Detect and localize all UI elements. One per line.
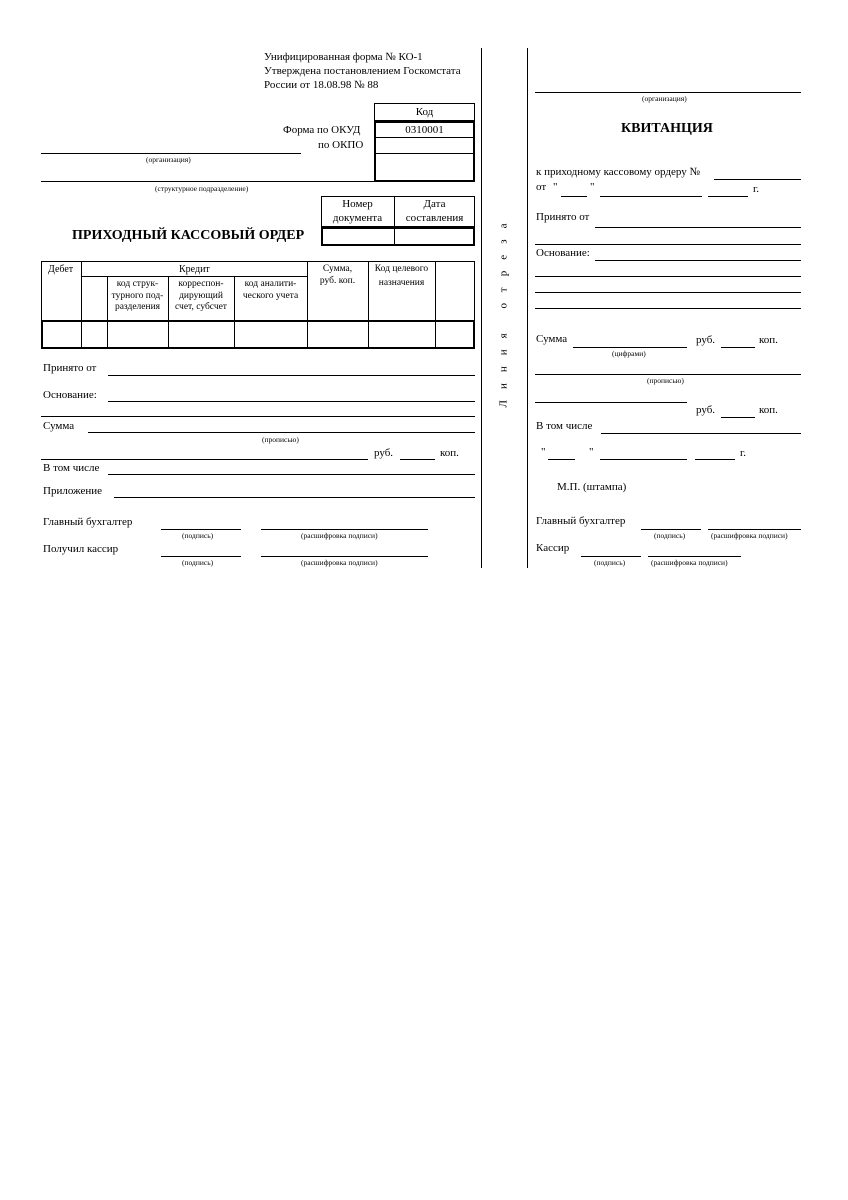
- sum-words-field[interactable]: [88, 432, 475, 433]
- subdivision-caption: (структурное подразделение): [155, 184, 249, 193]
- chief-accountant-decode[interactable]: [261, 529, 428, 530]
- corresponding-account-header: корреспон- дирующий счет, субсчет: [175, 279, 227, 312]
- document-title: ПРИХОДНЫЙ КАССОВЫЙ ОРДЕР: [72, 228, 305, 243]
- receipt-rub-label: руб.: [696, 334, 716, 346]
- receipt-date-year-label: г.: [740, 447, 747, 459]
- receipt-signature-caption: (подпись): [654, 531, 686, 540]
- doc-number-header-2: документа: [332, 212, 383, 224]
- including-label: В том числе: [43, 462, 100, 474]
- sum-words-caption: (прописью): [262, 435, 299, 444]
- sum-label: Сумма: [43, 420, 75, 432]
- receipt-sum-label: Сумма: [536, 333, 568, 345]
- receipt-kop-field[interactable]: [721, 347, 755, 348]
- cashier-signature-caption: (подпись): [182, 558, 214, 567]
- receipt-basis-label: Основание:: [536, 247, 590, 259]
- cashier-signature[interactable]: [161, 556, 241, 557]
- receipt-org-caption: (организация): [642, 94, 687, 103]
- receipt-including-label: В том числе: [536, 420, 593, 432]
- cut-line-text: Линия отреза: [497, 212, 510, 408]
- doc-date-input[interactable]: [396, 229, 473, 244]
- chief-accountant-label: Главный бухгалтер: [43, 516, 133, 528]
- sum-header: Сумма, руб. коп.: [319, 264, 356, 286]
- okpo-label: по ОКПО: [318, 139, 364, 151]
- receipt-chief-decode[interactable]: [708, 529, 801, 530]
- received-from-field[interactable]: [108, 375, 475, 376]
- okud-value[interactable]: 0310001: [405, 124, 444, 136]
- receipt-year-label: г.: [753, 183, 760, 195]
- subdivision-field[interactable]: [41, 181, 374, 182]
- receipt-quote-open: ": [553, 181, 558, 193]
- cut-line-left: [481, 48, 482, 568]
- signature-caption: (подпись): [182, 531, 214, 540]
- doc-number-header: Номер: [342, 198, 373, 210]
- organization-field[interactable]: [41, 153, 301, 154]
- receipt-order-number-field[interactable]: [714, 179, 801, 180]
- receipt-basis-field-2[interactable]: [535, 276, 801, 277]
- receipt-date-month-field[interactable]: [600, 459, 687, 460]
- accounting-table-row[interactable]: [41, 320, 475, 349]
- receipt-decode-caption: (расшифровка подписи): [711, 531, 788, 540]
- receipt-cashier-decode-caption: (расшифровка подписи): [651, 558, 728, 567]
- receipt-sum-words-field-2[interactable]: [535, 402, 687, 403]
- receipt-date-quote-open: ": [541, 446, 546, 458]
- chief-accountant-signature[interactable]: [161, 529, 241, 530]
- approval-line: Утверждена постановлением Госкомстата: [264, 65, 461, 77]
- doc-date-header: Дата: [423, 198, 446, 210]
- receipt-basis-field-4[interactable]: [535, 308, 801, 309]
- debit-header: Дебет: [48, 264, 74, 275]
- basis-label: Основание:: [43, 389, 97, 401]
- receipt-from-label: от: [536, 181, 547, 193]
- receipt-kop-label-2: коп.: [759, 404, 778, 416]
- cashier-received-label: Получил кассир: [43, 543, 119, 555]
- receipt-basis-field-3[interactable]: [535, 292, 801, 293]
- kop-label: коп.: [440, 447, 459, 459]
- receipt-received-from-field-2[interactable]: [535, 244, 801, 245]
- sum-words-field-2[interactable]: [41, 459, 368, 460]
- code-header-label: Код: [415, 106, 434, 118]
- receipt-cashier-signature-caption: (подпись): [594, 558, 626, 567]
- doc-number-input[interactable]: [323, 229, 393, 244]
- receipt-chief-accountant-label: Главный бухгалтер: [536, 515, 626, 527]
- receipt-kop-field-2[interactable]: [721, 417, 755, 418]
- receipt-sum-words-field[interactable]: [535, 374, 801, 375]
- approval-date-line: России от 18.08.98 № 88: [264, 79, 379, 91]
- analytic-code-header: код аналити- ческого учета: [242, 279, 299, 301]
- purpose-code-header: Код целевого назначения: [374, 264, 429, 288]
- received-from-label: Принято от: [43, 362, 97, 374]
- receipt-title: КВИТАНЦИЯ: [621, 121, 713, 136]
- receipt-basis-field[interactable]: [595, 260, 801, 261]
- rub-label: руб.: [374, 447, 394, 459]
- receipt-cashier-decode[interactable]: [648, 556, 741, 557]
- receipt-date-day-field[interactable]: [548, 459, 575, 460]
- receipt-received-from-field[interactable]: [595, 227, 801, 228]
- signature-decode-caption: (расшифровка подписи): [301, 531, 378, 540]
- receipt-sum-digits-field[interactable]: [573, 347, 687, 348]
- receipt-kop-label: коп.: [759, 334, 778, 346]
- receipt-quote-close: ": [590, 181, 595, 193]
- receipt-organization-field[interactable]: [535, 92, 801, 93]
- credit-header: Кредит: [179, 264, 210, 275]
- okud-label: Форма по ОКУД: [283, 124, 361, 136]
- attachment-label: Приложение: [43, 485, 103, 497]
- receipt-year-field[interactable]: [708, 196, 748, 197]
- doc-date-header-2: составления: [405, 212, 464, 224]
- kop-field[interactable]: [400, 459, 435, 460]
- receipt-rub-label-2: руб.: [696, 404, 716, 416]
- basis-field-2[interactable]: [41, 416, 475, 417]
- cashier-decode-caption: (расшифровка подписи): [301, 558, 378, 567]
- receipt-including-field[interactable]: [601, 433, 801, 434]
- receipt-cashier-label: Кассир: [536, 542, 570, 554]
- receipt-cashier-signature[interactable]: [581, 556, 641, 557]
- basis-field[interactable]: [108, 401, 475, 402]
- including-field[interactable]: [108, 474, 475, 475]
- form-code-line: Унифицированная форма № КО-1: [264, 51, 423, 63]
- cut-line-right: [527, 48, 528, 568]
- code-header-cell: [374, 103, 475, 121]
- receipt-date-quote-close: ": [589, 446, 594, 458]
- receipt-stamp-label: М.П. (штампа): [557, 481, 627, 493]
- receipt-chief-signature[interactable]: [641, 529, 701, 530]
- receipt-month-field[interactable]: [600, 196, 702, 197]
- receipt-digits-caption: (цифрами): [612, 349, 646, 358]
- organization-caption: (организация): [146, 155, 191, 164]
- receipt-date-year-field[interactable]: [695, 459, 735, 460]
- cashier-decode[interactable]: [261, 556, 428, 557]
- receipt-words-caption: (прописью): [647, 376, 684, 385]
- receipt-received-from-label: Принято от: [536, 211, 590, 223]
- attachment-field[interactable]: [114, 497, 475, 498]
- receipt-order-label: к приходному кассовому ордеру №: [536, 166, 700, 178]
- receipt-day-field[interactable]: [561, 196, 587, 197]
- subdivision-code-header: код струк- турного под- разделения: [111, 279, 164, 312]
